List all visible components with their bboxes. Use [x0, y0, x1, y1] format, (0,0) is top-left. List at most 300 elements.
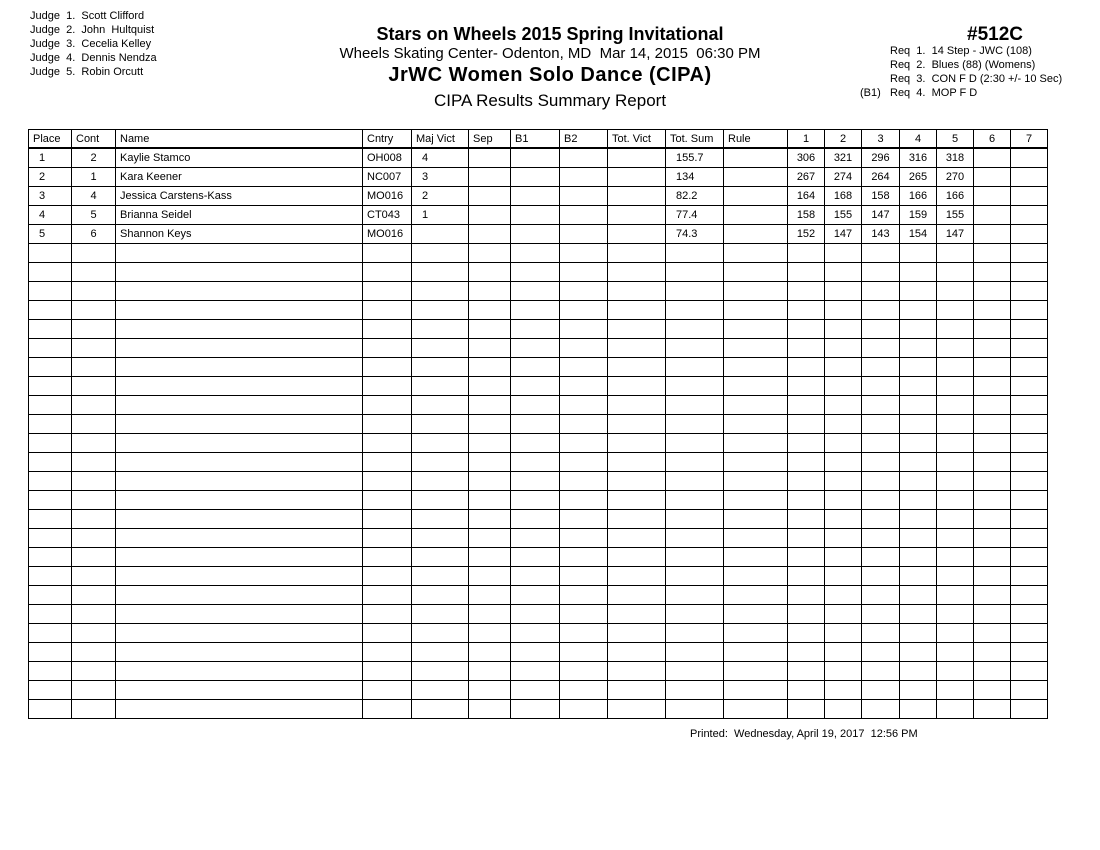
empty-cell — [363, 662, 412, 681]
empty-cell — [29, 586, 72, 605]
empty-cell — [974, 548, 1011, 567]
col-header-rule: Rule — [724, 130, 788, 149]
empty-cell — [666, 434, 724, 453]
empty-cell — [511, 643, 560, 662]
empty-cell — [825, 548, 862, 567]
col-header-tot-vict: Tot. Vict — [608, 130, 666, 149]
empty-cell — [788, 301, 825, 320]
empty-cell — [724, 434, 788, 453]
empty-cell — [560, 548, 608, 567]
empty-cell — [666, 244, 724, 263]
cell-sep — [469, 168, 511, 187]
empty-table-row — [29, 434, 1048, 453]
empty-cell — [412, 472, 469, 491]
empty-cell — [825, 320, 862, 339]
empty-cell — [1011, 282, 1048, 301]
col-header-judge-5: 5 — [937, 130, 974, 149]
empty-cell — [937, 453, 974, 472]
empty-table-row — [29, 624, 1048, 643]
empty-cell — [900, 301, 937, 320]
empty-cell — [72, 263, 116, 282]
empty-cell — [666, 453, 724, 472]
empty-cell — [116, 586, 363, 605]
empty-cell — [412, 662, 469, 681]
cell-rule — [724, 225, 788, 244]
empty-cell — [937, 529, 974, 548]
empty-cell — [666, 643, 724, 662]
empty-cell — [724, 396, 788, 415]
empty-cell — [72, 586, 116, 605]
empty-cell — [412, 396, 469, 415]
cell-judge-3: 147 — [862, 206, 900, 225]
empty-cell — [511, 320, 560, 339]
empty-cell — [560, 339, 608, 358]
empty-cell — [937, 662, 974, 681]
cell-tot-vict — [608, 206, 666, 225]
cell-b1 — [511, 225, 560, 244]
cell-b1 — [511, 168, 560, 187]
empty-cell — [412, 567, 469, 586]
empty-table-row — [29, 510, 1048, 529]
empty-cell — [608, 377, 666, 396]
empty-cell — [363, 567, 412, 586]
empty-cell — [862, 339, 900, 358]
empty-cell — [862, 282, 900, 301]
cell-sep — [469, 148, 511, 168]
empty-cell — [72, 396, 116, 415]
empty-cell — [974, 586, 1011, 605]
empty-cell — [1011, 244, 1048, 263]
empty-cell — [1011, 453, 1048, 472]
empty-cell — [825, 377, 862, 396]
empty-cell — [974, 681, 1011, 700]
empty-cell — [1011, 320, 1048, 339]
empty-cell — [1011, 491, 1048, 510]
cell-rule — [724, 148, 788, 168]
empty-cell — [666, 567, 724, 586]
empty-cell — [469, 244, 511, 263]
empty-cell — [937, 415, 974, 434]
empty-cell — [825, 529, 862, 548]
empty-cell — [724, 567, 788, 586]
cell-judge-4: 154 — [900, 225, 937, 244]
empty-cell — [937, 396, 974, 415]
empty-cell — [900, 377, 937, 396]
empty-table-row — [29, 453, 1048, 472]
requirement-line: (B1) Req 4. MOP F D — [860, 87, 978, 99]
empty-cell — [412, 605, 469, 624]
empty-cell — [862, 700, 900, 719]
empty-cell — [29, 548, 72, 567]
cell-judge-1: 158 — [788, 206, 825, 225]
cell-maj-vict: 2 — [412, 187, 469, 206]
empty-cell — [974, 358, 1011, 377]
empty-cell — [29, 377, 72, 396]
empty-cell — [412, 358, 469, 377]
empty-cell — [724, 586, 788, 605]
empty-cell — [974, 301, 1011, 320]
empty-cell — [900, 548, 937, 567]
empty-cell — [666, 605, 724, 624]
empty-table-row — [29, 643, 1048, 662]
empty-cell — [560, 301, 608, 320]
cell-b1 — [511, 187, 560, 206]
empty-cell — [1011, 301, 1048, 320]
col-header-judge-4: 4 — [900, 130, 937, 149]
empty-cell — [1011, 624, 1048, 643]
cell-name: Kara Keener — [116, 168, 363, 187]
empty-cell — [363, 605, 412, 624]
empty-cell — [116, 624, 363, 643]
empty-cell — [862, 415, 900, 434]
cell-judge-3: 296 — [862, 148, 900, 168]
empty-cell — [511, 548, 560, 567]
empty-cell — [116, 605, 363, 624]
empty-cell — [937, 605, 974, 624]
empty-cell — [788, 662, 825, 681]
report-title: CIPA Results Summary Report — [433, 91, 667, 110]
empty-cell — [29, 624, 72, 643]
empty-cell — [363, 586, 412, 605]
empty-cell — [363, 624, 412, 643]
cell-name: Brianna Seidel — [116, 206, 363, 225]
empty-table-row — [29, 358, 1048, 377]
empty-cell — [363, 377, 412, 396]
cell-place: 2 — [29, 168, 72, 187]
empty-cell — [900, 282, 937, 301]
empty-cell — [511, 624, 560, 643]
empty-cell — [974, 662, 1011, 681]
empty-cell — [412, 453, 469, 472]
empty-cell — [1011, 358, 1048, 377]
empty-cell — [511, 472, 560, 491]
empty-cell — [724, 320, 788, 339]
empty-cell — [825, 605, 862, 624]
empty-cell — [469, 320, 511, 339]
empty-cell — [116, 643, 363, 662]
cell-sep — [469, 187, 511, 206]
empty-cell — [974, 263, 1011, 282]
empty-cell — [608, 301, 666, 320]
empty-cell — [560, 320, 608, 339]
cell-judge-4: 316 — [900, 148, 937, 168]
table-row — [29, 187, 1048, 206]
empty-cell — [788, 624, 825, 643]
empty-cell — [72, 358, 116, 377]
empty-cell — [900, 320, 937, 339]
cell-judge-3: 143 — [862, 225, 900, 244]
empty-cell — [116, 301, 363, 320]
cell-cont: 6 — [72, 225, 116, 244]
empty-cell — [862, 643, 900, 662]
empty-cell — [900, 244, 937, 263]
cell-country: MO016 — [363, 187, 412, 206]
empty-cell — [862, 624, 900, 643]
empty-cell — [469, 472, 511, 491]
empty-cell — [511, 681, 560, 700]
empty-cell — [412, 624, 469, 643]
cell-tot-sum: 155.7 — [666, 148, 724, 168]
empty-cell — [666, 529, 724, 548]
empty-cell — [412, 434, 469, 453]
empty-cell — [788, 548, 825, 567]
empty-cell — [937, 548, 974, 567]
empty-cell — [1011, 396, 1048, 415]
empty-cell — [825, 510, 862, 529]
cell-b1 — [511, 206, 560, 225]
cell-judge-1: 164 — [788, 187, 825, 206]
empty-cell — [116, 453, 363, 472]
empty-cell — [937, 320, 974, 339]
empty-cell — [937, 567, 974, 586]
cell-b2 — [560, 168, 608, 187]
empty-cell — [29, 491, 72, 510]
empty-cell — [1011, 510, 1048, 529]
cell-b2 — [560, 148, 608, 168]
empty-cell — [72, 681, 116, 700]
cell-judge-7 — [1011, 187, 1048, 206]
empty-cell — [724, 510, 788, 529]
col-header-judge-1: 1 — [788, 130, 825, 149]
empty-cell — [511, 605, 560, 624]
empty-cell — [560, 396, 608, 415]
empty-cell — [116, 472, 363, 491]
cell-judge-5: 147 — [937, 225, 974, 244]
empty-cell — [511, 263, 560, 282]
empty-cell — [560, 434, 608, 453]
empty-table-row — [29, 301, 1048, 320]
empty-cell — [363, 358, 412, 377]
empty-cell — [560, 624, 608, 643]
cell-judge-4: 159 — [900, 206, 937, 225]
empty-cell — [412, 529, 469, 548]
empty-cell — [469, 605, 511, 624]
empty-cell — [511, 339, 560, 358]
empty-cell — [825, 681, 862, 700]
cell-judge-7 — [1011, 168, 1048, 187]
empty-cell — [862, 567, 900, 586]
empty-cell — [724, 700, 788, 719]
empty-cell — [974, 472, 1011, 491]
empty-cell — [666, 358, 724, 377]
empty-cell — [363, 263, 412, 282]
empty-cell — [862, 529, 900, 548]
empty-cell — [724, 244, 788, 263]
empty-cell — [724, 548, 788, 567]
empty-cell — [511, 662, 560, 681]
empty-cell — [862, 263, 900, 282]
empty-cell — [469, 301, 511, 320]
empty-cell — [560, 377, 608, 396]
empty-cell — [608, 244, 666, 263]
empty-cell — [412, 548, 469, 567]
cell-name: Shannon Keys — [116, 225, 363, 244]
empty-cell — [560, 586, 608, 605]
empty-cell — [937, 491, 974, 510]
empty-cell — [724, 453, 788, 472]
empty-cell — [900, 263, 937, 282]
empty-cell — [724, 282, 788, 301]
empty-cell — [666, 320, 724, 339]
empty-cell — [511, 434, 560, 453]
empty-cell — [724, 624, 788, 643]
empty-cell — [116, 529, 363, 548]
empty-table-row — [29, 586, 1048, 605]
empty-cell — [1011, 415, 1048, 434]
empty-cell — [72, 624, 116, 643]
empty-cell — [608, 529, 666, 548]
cell-rule — [724, 187, 788, 206]
empty-cell — [469, 624, 511, 643]
empty-cell — [974, 244, 1011, 263]
empty-cell — [974, 282, 1011, 301]
empty-cell — [412, 339, 469, 358]
empty-cell — [666, 263, 724, 282]
empty-cell — [116, 263, 363, 282]
empty-cell — [937, 434, 974, 453]
empty-cell — [608, 662, 666, 681]
cell-judge-1: 267 — [788, 168, 825, 187]
empty-cell — [560, 453, 608, 472]
empty-cell — [608, 567, 666, 586]
col-header-name: Name — [116, 130, 363, 149]
empty-cell — [788, 396, 825, 415]
empty-cell — [608, 263, 666, 282]
empty-cell — [788, 434, 825, 453]
empty-cell — [666, 548, 724, 567]
cell-place: 4 — [29, 206, 72, 225]
empty-cell — [363, 529, 412, 548]
empty-cell — [862, 358, 900, 377]
empty-cell — [1011, 662, 1048, 681]
empty-cell — [469, 681, 511, 700]
empty-cell — [608, 320, 666, 339]
empty-cell — [900, 434, 937, 453]
empty-cell — [72, 415, 116, 434]
cell-maj-vict: 3 — [412, 168, 469, 187]
empty-cell — [363, 244, 412, 263]
results-table — [28, 129, 1048, 719]
empty-cell — [937, 700, 974, 719]
empty-cell — [363, 643, 412, 662]
empty-cell — [862, 605, 900, 624]
empty-cell — [666, 510, 724, 529]
empty-cell — [116, 320, 363, 339]
empty-cell — [900, 339, 937, 358]
cell-country: CT043 — [363, 206, 412, 225]
cell-maj-vict: 4 — [412, 148, 469, 168]
empty-cell — [937, 244, 974, 263]
empty-cell — [862, 662, 900, 681]
empty-cell — [1011, 605, 1048, 624]
empty-cell — [72, 605, 116, 624]
empty-cell — [116, 662, 363, 681]
empty-cell — [29, 567, 72, 586]
empty-cell — [363, 491, 412, 510]
cell-maj-vict: 1 — [412, 206, 469, 225]
empty-cell — [788, 282, 825, 301]
col-header-judge-2: 2 — [825, 130, 862, 149]
empty-cell — [469, 700, 511, 719]
empty-cell — [1011, 681, 1048, 700]
empty-cell — [900, 586, 937, 605]
empty-cell — [363, 548, 412, 567]
empty-cell — [974, 624, 1011, 643]
cell-judge-6 — [974, 187, 1011, 206]
empty-cell — [1011, 263, 1048, 282]
empty-cell — [666, 282, 724, 301]
empty-cell — [72, 339, 116, 358]
empty-cell — [666, 377, 724, 396]
cell-tot-sum: 82.2 — [666, 187, 724, 206]
empty-cell — [608, 643, 666, 662]
cell-judge-2: 155 — [825, 206, 862, 225]
empty-cell — [412, 700, 469, 719]
venue-date: Wheels Skating Center- Odenton, MD Mar 14, 2015 06:30 PM — [339, 45, 761, 62]
empty-cell — [116, 681, 363, 700]
empty-cell — [825, 700, 862, 719]
empty-cell — [862, 396, 900, 415]
empty-cell — [412, 301, 469, 320]
empty-cell — [788, 453, 825, 472]
empty-cell — [788, 244, 825, 263]
empty-cell — [560, 567, 608, 586]
empty-cell — [974, 529, 1011, 548]
cell-name: Kaylie Stamco — [116, 148, 363, 168]
empty-cell — [608, 586, 666, 605]
empty-cell — [560, 643, 608, 662]
empty-cell — [363, 510, 412, 529]
empty-cell — [363, 415, 412, 434]
empty-cell — [1011, 567, 1048, 586]
empty-cell — [788, 567, 825, 586]
results-body — [29, 148, 1048, 719]
empty-cell — [1011, 700, 1048, 719]
table-row — [29, 148, 1048, 168]
empty-cell — [666, 415, 724, 434]
empty-cell — [788, 605, 825, 624]
empty-cell — [412, 643, 469, 662]
cell-tot-vict — [608, 187, 666, 206]
requirement-line: Req 3. CON F D (2:30 +/- 10 Sec) — [890, 73, 1063, 85]
empty-table-row — [29, 339, 1048, 358]
judge-line: Judge 5. Robin Orcutt — [30, 66, 144, 78]
empty-cell — [788, 529, 825, 548]
empty-cell — [511, 282, 560, 301]
empty-cell — [29, 662, 72, 681]
empty-cell — [937, 586, 974, 605]
empty-cell — [511, 415, 560, 434]
empty-cell — [363, 681, 412, 700]
empty-cell — [862, 453, 900, 472]
empty-cell — [29, 700, 72, 719]
empty-cell — [511, 700, 560, 719]
empty-cell — [116, 358, 363, 377]
empty-cell — [937, 339, 974, 358]
empty-cell — [116, 510, 363, 529]
empty-cell — [724, 662, 788, 681]
empty-cell — [724, 358, 788, 377]
empty-cell — [666, 624, 724, 643]
empty-cell — [560, 681, 608, 700]
empty-cell — [825, 643, 862, 662]
cell-judge-3: 264 — [862, 168, 900, 187]
empty-cell — [1011, 339, 1048, 358]
empty-cell — [560, 662, 608, 681]
empty-cell — [469, 491, 511, 510]
empty-cell — [788, 320, 825, 339]
empty-cell — [724, 605, 788, 624]
